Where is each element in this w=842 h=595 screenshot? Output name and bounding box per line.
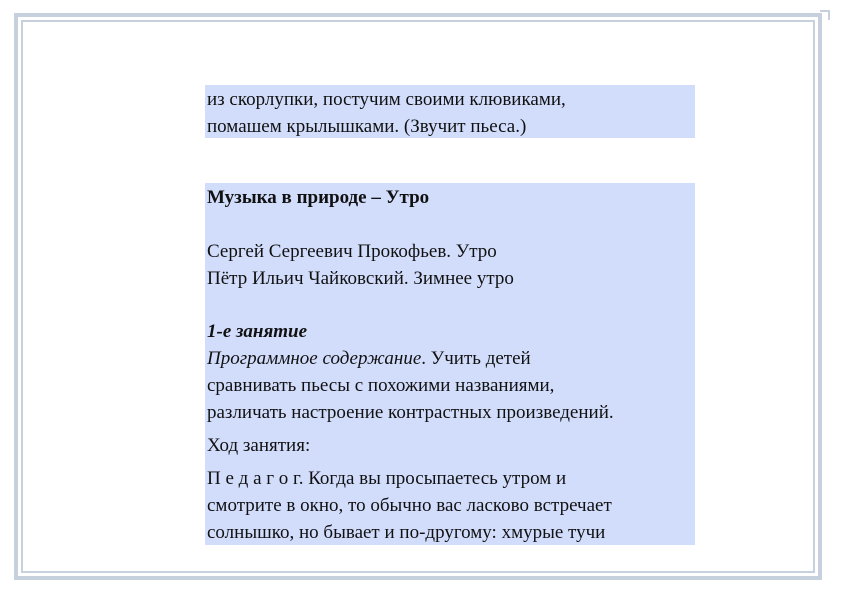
program-line <box>207 345 695 372</box>
piece-line: Сергей Сергеевич Прокофьев. Утро <box>207 241 497 262</box>
teacher-label: П е д а г о г <box>207 468 299 489</box>
slide-frame-corner <box>820 10 830 20</box>
teacher-line: смотрите в окно, то обычно вас ласково встречает <box>207 495 612 516</box>
piece-line: Пётр Ильич Чайковский. Зимнее утро <box>207 268 514 289</box>
course-label: Ход занятия: <box>207 435 311 456</box>
text-block-main <box>205 183 695 545</box>
teacher-text: . Когда вы просыпаетесь утром и <box>298 468 567 489</box>
program-line: различать настроение контрастных произведений. <box>207 402 614 423</box>
lesson-title: 1-е занятие <box>207 321 308 342</box>
section-heading: Музыка в природе – Утро <box>207 187 430 208</box>
text-line: из скорлупки, постучим своими клювиками, <box>207 89 566 110</box>
text-block-top <box>205 85 695 138</box>
text-line: помашем крылышками. (Звучит пьеса.) <box>207 116 527 137</box>
program-text: . Учить детей <box>421 348 531 369</box>
spacer <box>207 211 695 238</box>
teacher-line <box>207 465 695 492</box>
program-line: сравнивать пьесы с похожими названиями, <box>207 375 555 396</box>
spacer <box>207 292 695 318</box>
program-label: Программное содержание <box>207 348 422 369</box>
teacher-line: солнышко, но бывает и по-другому: хмурые тучи <box>207 522 606 543</box>
